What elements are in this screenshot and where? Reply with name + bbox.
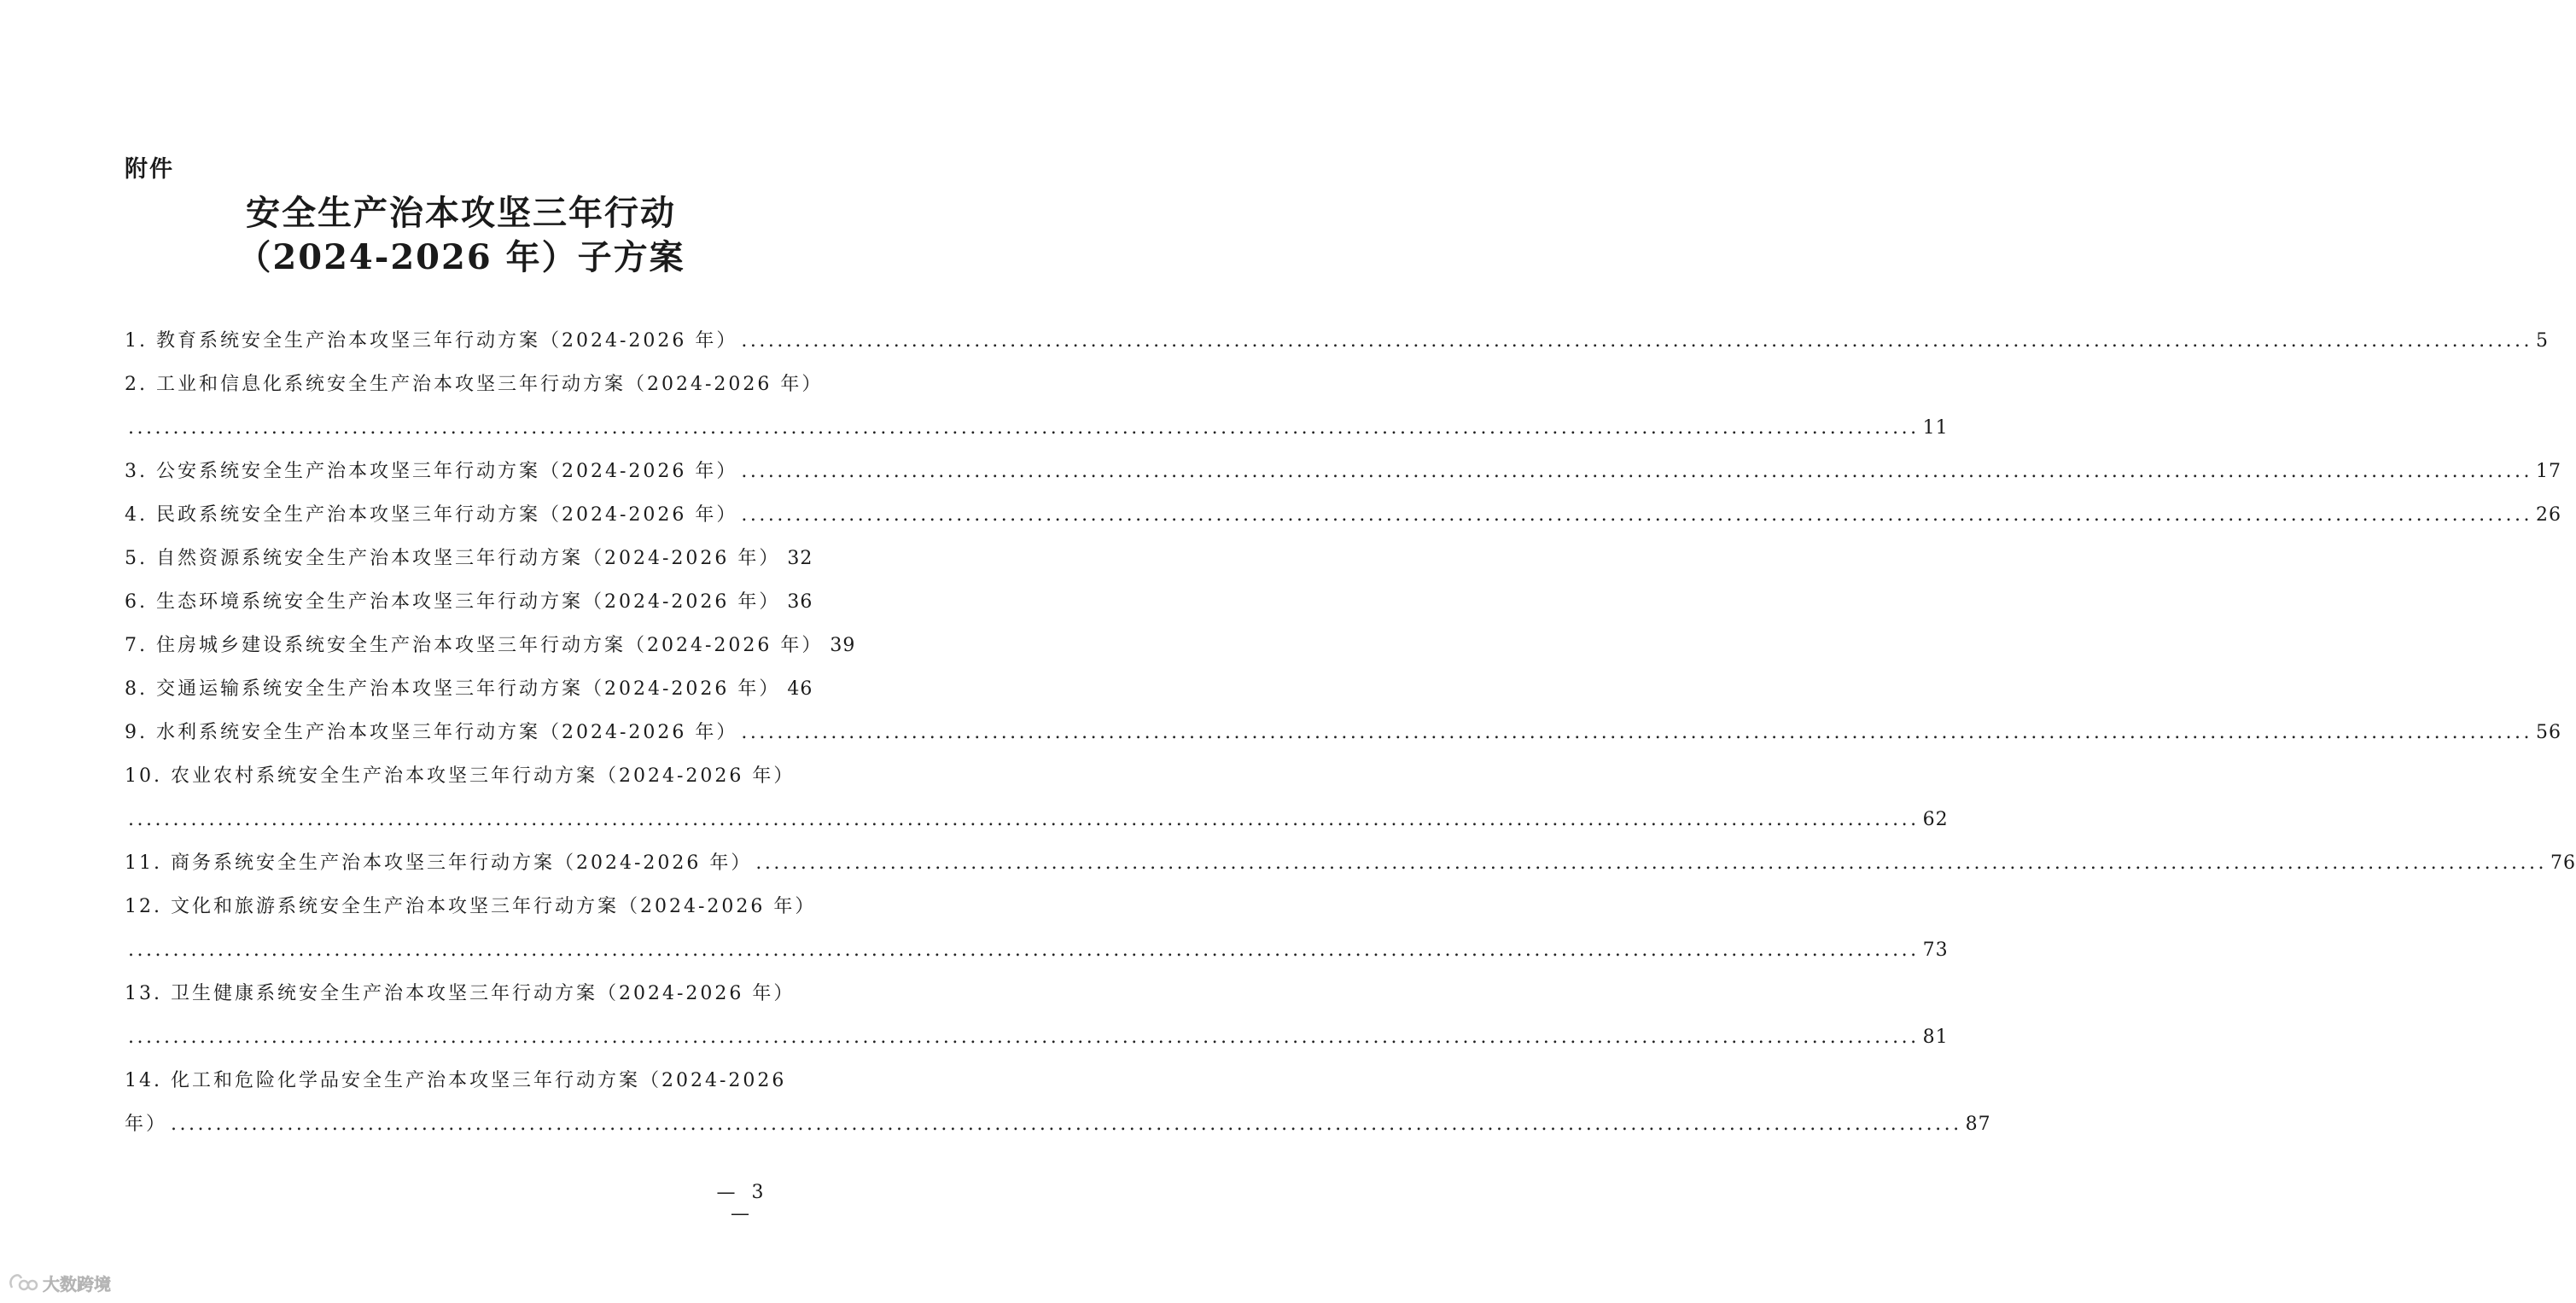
watermark-text: 大数跨境 <box>43 1273 111 1294</box>
toc-entry-continuation <box>125 413 1949 444</box>
toc-entry-text: 13. 卫生健康系统安全生产治本攻坚三年行动方案（2024-2026 年） <box>125 983 796 1004</box>
toc-dot-leader: ........................................................................................................................................................................................................ <box>128 939 1920 961</box>
watermark-logo-icon <box>7 1272 38 1293</box>
toc-entry-text: 11. 商务系统安全生产治本攻坚三年行动方案（2024-2026 年） <box>125 852 753 874</box>
toc-entry <box>125 892 817 922</box>
toc-entry-text: 7. 住房城乡建设系统安全生产治本攻坚三年行动方案（2024-2026 年） <box>125 635 824 656</box>
toc-entry <box>125 457 2562 487</box>
toc-entry-text: 12. 文化和旅游系统安全生产治本攻坚三年行动方案（2024-2026 年） <box>125 896 817 917</box>
toc-page-number: 46 <box>787 678 813 700</box>
toc-entry-text: 9. 水利系统安全生产治本攻坚三年行动方案（2024-2026 年） <box>125 722 738 743</box>
watermark <box>7 1270 111 1295</box>
toc-entry-continuation <box>125 1109 1991 1140</box>
toc-entry-continuation <box>125 805 1949 835</box>
toc-dot-leader: ........................................................................................................................................................................................................ <box>741 330 2533 352</box>
toc-entry <box>125 369 824 400</box>
toc-entry <box>125 544 813 574</box>
toc-page-number: 87 <box>1965 1114 1991 1135</box>
toc-dot-leader: ........................................................................................................................................................................................................ <box>128 1027 1920 1048</box>
toc-page-number: 39 <box>830 635 856 656</box>
toc-entry-text: 4. 民政系统安全生产治本攻坚三年行动方案（2024-2026 年） <box>125 504 738 526</box>
toc-dot-leader: ........................................................................................................................................................................................................ <box>741 461 2533 482</box>
toc-entry-continuation <box>125 1022 1949 1053</box>
toc-page-number: 26 <box>2536 504 2562 526</box>
toc-page-number: 32 <box>787 548 813 569</box>
toc-entry-text: 6. 生态环境系统安全生产治本攻坚三年行动方案（2024-2026 年） <box>125 591 781 613</box>
toc-entry-text: 5. 自然资源系统安全生产治本攻坚三年行动方案（2024-2026 年） <box>125 548 781 569</box>
document-title-line2: （2024-2026 年）子方案 <box>236 237 685 277</box>
toc-entry <box>125 761 807 792</box>
toc-entry <box>125 718 2562 748</box>
toc-page-number: 36 <box>787 591 813 613</box>
toc-dot-leader: ........................................................................................................................................................................................................ <box>755 852 2548 874</box>
toc-page-number: 81 <box>1922 1027 1949 1048</box>
toc-page-number: 56 <box>2536 722 2562 743</box>
toc-entry-text: 3. 公安系统安全生产治本攻坚三年行动方案（2024-2026 年） <box>125 461 738 482</box>
toc-dot-leader: ........................................................................................................................................................................................................ <box>741 504 2533 526</box>
toc-entry-text: 年） <box>125 1114 168 1135</box>
toc-entry <box>125 587 813 618</box>
toc-dot-leader: ........................................................................................................................................................................................................ <box>128 809 1920 830</box>
toc-entry <box>125 1066 807 1096</box>
toc-entry <box>125 631 856 661</box>
toc-page-number: 76 <box>2550 852 2576 874</box>
toc-entry-text: 8. 交通运输系统安全生产治本攻坚三年行动方案（2024-2026 年） <box>125 678 781 700</box>
toc-entry-text: 2. 工业和信息化系统安全生产治本攻坚三年行动方案（2024-2026 年） <box>125 374 824 395</box>
toc-entry <box>125 500 2562 531</box>
toc-dot-leader: ........................................................................................................................................................................................................ <box>741 722 2533 743</box>
toc-page-number: 73 <box>1922 939 1949 961</box>
toc-entry-text: 1. 教育系统安全生产治本攻坚三年行动方案（2024-2026 年） <box>125 330 738 352</box>
document-title-line1: 安全生产治本攻坚三年行动 <box>246 193 676 233</box>
toc-dot-leader: ........................................................................................................................................................................................................ <box>128 417 1920 439</box>
toc-entry <box>125 674 813 705</box>
toc-entry <box>125 326 2550 357</box>
toc-page-number: 62 <box>1922 809 1949 830</box>
toc-entry <box>125 979 807 1009</box>
toc-page-number: 11 <box>1922 417 1949 439</box>
page-number: — 3 — <box>716 1182 769 1224</box>
toc-entry-continuation <box>125 935 1949 966</box>
toc-page-number: 5 <box>2536 330 2550 352</box>
toc-page-number: 17 <box>2536 461 2562 482</box>
toc-dot-leader: ........................................................................................................................................................................................................ <box>171 1114 1962 1135</box>
toc-entry-text: 14. 化工和危险化学品安全生产治本攻坚三年行动方案（2024-2026 <box>125 1070 787 1091</box>
attachment-label: 附件 <box>125 156 174 183</box>
toc-entry-text: 10. 农业农村系统安全生产治本攻坚三年行动方案（2024-2026 年） <box>125 765 796 787</box>
toc-entry <box>125 848 2576 879</box>
